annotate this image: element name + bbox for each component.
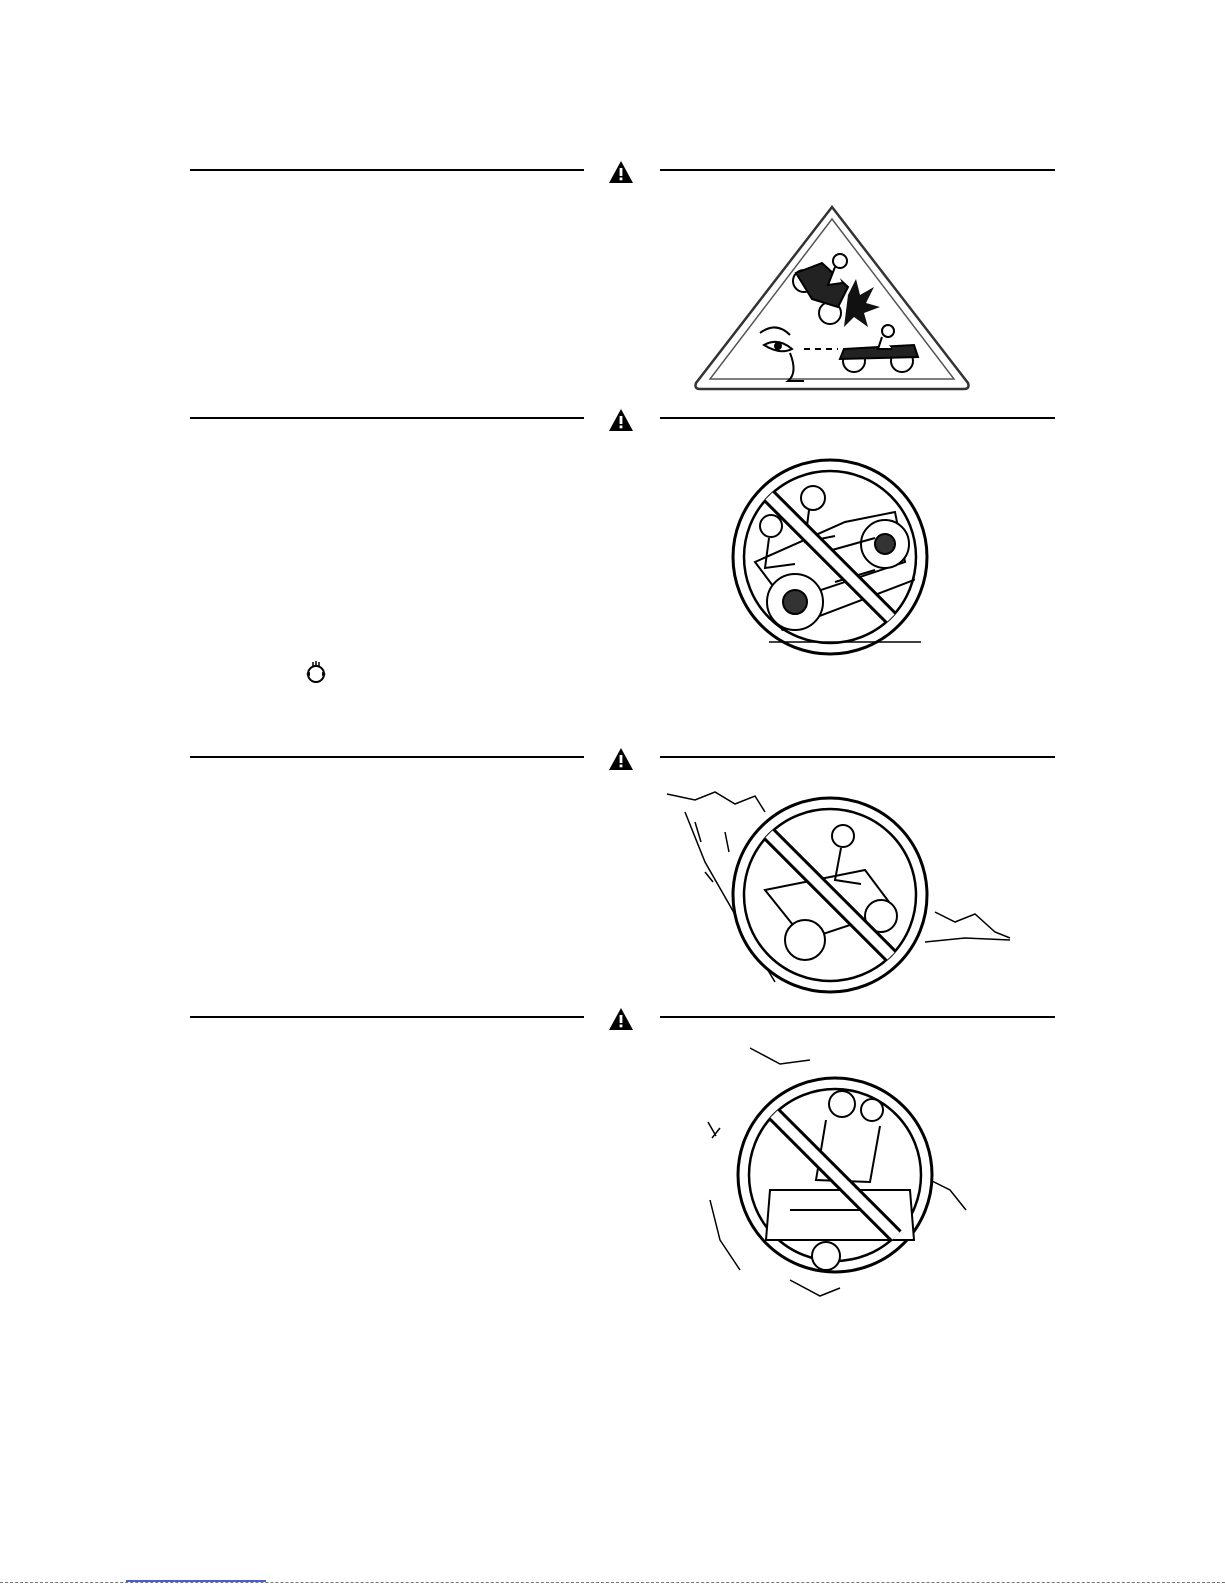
gear-position-icon (300, 658, 332, 688)
section-rule-right (660, 169, 1055, 171)
section-rule-left (190, 1016, 584, 1018)
no-passenger-riding-illustration (690, 1040, 990, 1300)
bottom-dashed-rule (0, 1582, 1225, 1583)
section-rule-left (190, 417, 584, 419)
section-rule-right (660, 1016, 1055, 1018)
warning-sign-atv-collision-illustration (692, 203, 972, 393)
section-rule-left (190, 169, 584, 171)
warning-triangle-icon (608, 1007, 634, 1031)
section-rule-left (190, 756, 584, 758)
warning-triangle-icon (608, 408, 634, 432)
no-sidehill-riding-illustration (665, 782, 1015, 1002)
section-rule-right (660, 417, 1055, 419)
no-tandem-riding-on-slope-illustration (725, 452, 935, 662)
warning-triangle-icon (608, 160, 634, 184)
section-rule-right (660, 756, 1055, 758)
warning-triangle-icon (608, 747, 634, 771)
